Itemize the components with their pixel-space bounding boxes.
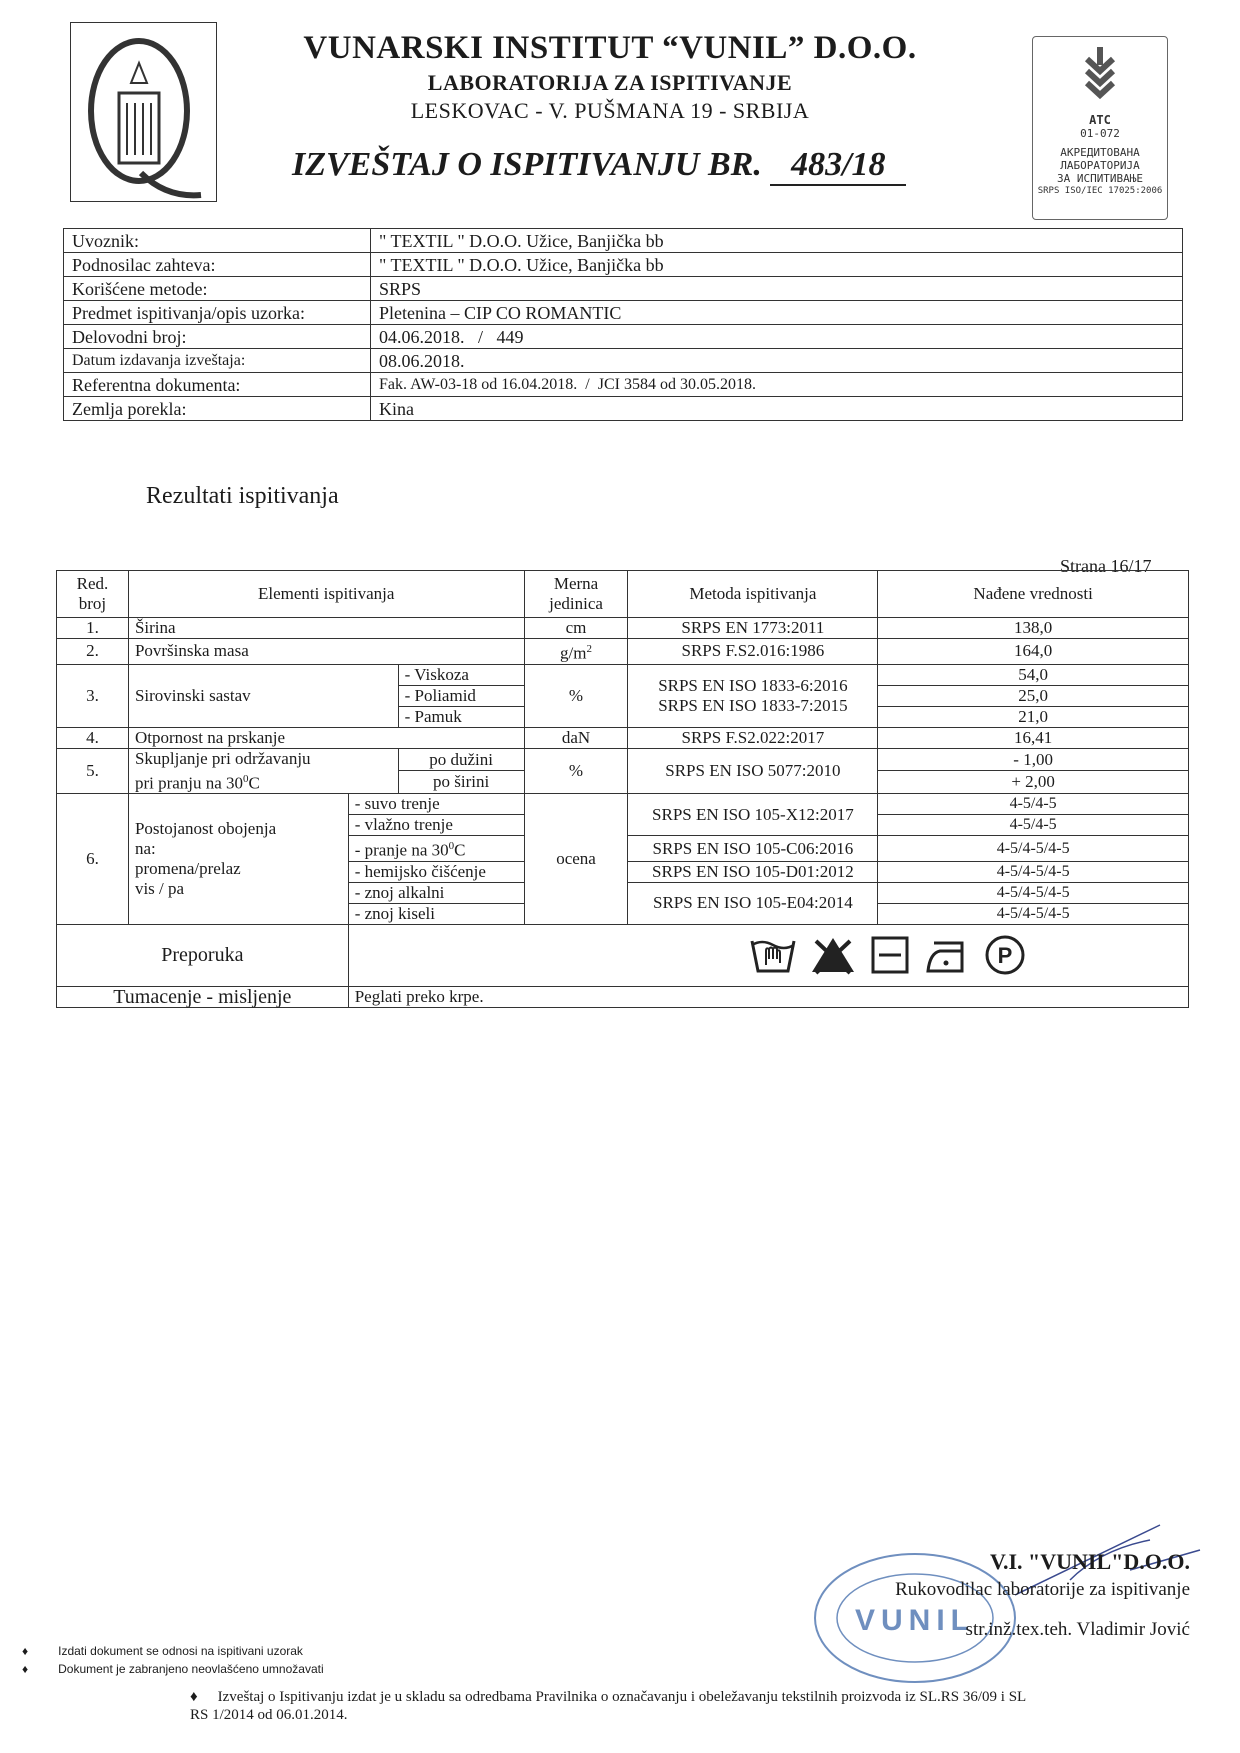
row-method: SRPS EN ISO 1833-6:2016 SRPS EN ISO 1833-7:2015 [628,664,878,727]
institute-logo [70,22,217,202]
row-method: SRPS EN ISO 105-D01:2012 [628,861,878,882]
info-value: " TEXTIL " D.O.O. Užice, Banjička bb [371,229,1183,253]
row-method: SRPS F.S2.022:2017 [628,727,878,748]
row-value: 25,0 [878,685,1189,706]
document-notes [22,1642,324,1678]
row-value: 4-5/4-5/4-5 [878,903,1189,924]
row-value: + 2,00 [878,771,1189,794]
note-item: ♦ Dokument je zabranjeno neovlašćeno umnožavati [22,1660,324,1678]
row-value: 4-5/4-5/4-5 [878,882,1189,903]
table-row [57,748,1189,771]
col-no: Red. broj [57,571,129,618]
info-value: Kina [371,397,1183,421]
info-label: Zemlja porekla: [64,397,371,421]
info-value: Fak. AW-03-18 od 16.04.2018. / JCI 3584 od 30.05.2018. [371,373,1183,397]
row-element: Površinska masa [128,639,524,665]
row-no: 5. [57,748,129,794]
row-unit: ocena [524,794,628,925]
legal-note: ♦ Izveštaj o Ispitivanju izdat je u skladu sa odredbama Pravilnika o označavanju i obeležavanju tekstilnih proizvoda iz SL.RS 36/09 i SL RS 1/2014 od 06.01.2014. [190,1688,1030,1724]
sub-element: - vlažno trenje [348,815,524,836]
row-value: - 1,00 [878,748,1189,771]
report-label: IZVEŠTAJ O ISPITIVANJU BR. [292,146,762,183]
info-row [64,373,1183,397]
row-unit: cm [524,618,628,639]
dry-clean-p-icon [984,934,1026,976]
recommendation-row [57,924,1189,986]
laboratory-name: LABORATORIJA ZA ISPITIVANJE [427,70,793,95]
accreditation-line1: АКРЕДИТОВАНА [1060,146,1140,159]
row-unit: % [524,664,628,727]
wash-30-icon [750,935,796,975]
interpretation-text: Peglati preko krpe. [348,986,1188,1007]
recommendation-label: Preporuka [57,924,349,986]
sub-element: po širini [398,771,524,794]
row-unit: $g/m^2$ [524,639,628,665]
accreditation-standard: SRPS ISO/IEC 17025:2006 [1037,186,1163,196]
table-row [57,639,1189,665]
info-label: Delovodni broj: [64,325,371,349]
info-label: Datum izdavanja izveštaja: [64,349,371,373]
svg-text:P: P [998,943,1013,969]
row-value: 138,0 [878,618,1189,639]
row-method: SRPS EN 1773:2011 [628,618,878,639]
sub-element: - Viskoza [398,664,524,685]
row-method: SRPS EN ISO 5077:2010 [628,748,878,794]
sub-element: po dužini [398,748,524,771]
atc-logo-icon [1075,45,1125,107]
row-value: 4-5/4-5/4-5 [878,836,1189,862]
col-method: Metoda ispitivanja [628,571,878,618]
signature-role: Rukovodilac laboratorije za ispitivanje [895,1579,1190,1600]
results-heading: Rezultati ispitivanja [146,483,339,509]
table-row [57,618,1189,639]
info-row [64,229,1183,253]
iron-icon [924,935,970,975]
institute-name: VUNARSKI INSTITUT “VUNIL” D.O.O. [303,30,917,66]
info-row [64,397,1183,421]
info-label: Korišćene metode: [64,277,371,301]
info-value: 04.06.2018. / 449 [371,325,1183,349]
report-number: 483/18 [770,146,906,186]
sub-element: - Poliamid [398,685,524,706]
row-element: Sirovinski sastav [128,664,398,727]
row-element: Širina [128,618,524,639]
results-table [56,570,1189,1008]
signatory-name: str.inž.tex.teh. Vladimir Jović [965,1619,1190,1640]
table-row [57,794,1189,815]
accreditation-badge [1032,36,1168,220]
stamp-text: VUNIL [855,1604,975,1637]
col-unit: Merna jedinica [524,571,628,618]
col-value: Nađene vrednosti [878,571,1189,618]
info-row [64,253,1183,277]
sample-info-table [63,228,1183,421]
row-value: 4-5/4-5 [878,815,1189,836]
signature-institute: V.I. "VUNIL"D.O.O. [989,1549,1190,1574]
info-label: Referentna dokumenta: [64,373,371,397]
no-bleach-icon [810,935,856,975]
interpretation-row [57,986,1189,1007]
sub-element: - znoj alkalni [348,882,524,903]
row-value: 16,41 [878,727,1189,748]
row-value: 4-5/4-5 [878,794,1189,815]
report-title [292,146,906,186]
info-label: Predmet ispitivanja/opis uzorka: [64,301,371,325]
care-symbols [348,924,1188,986]
table-row [57,664,1189,685]
row-no: 3. [57,664,129,727]
info-row [64,349,1183,373]
accreditation-line3: ЗА ИСПИТИВАЊЕ [1056,172,1144,185]
info-value: " TEXTIL " D.O.O. Užice, Banjička bb [371,253,1183,277]
institute-address: LESKOVAC - V. PUŠMANA 19 - SRBIJA [410,98,810,123]
row-element: Skupljanje pri održavanju pri pranju na $30^0C$ [128,748,398,794]
info-value: 08.06.2018. [371,349,1183,373]
info-row [64,301,1183,325]
row-method: SRPS EN ISO 105-C06:2016 [628,836,878,862]
info-label: Uvoznik: [64,229,371,253]
row-method: SRPS EN ISO 105-E04:2014 [628,882,878,924]
row-unit: daN [524,727,628,748]
col-element: Elementi ispitivanja [128,571,524,618]
sub-element: - suvo trenje [348,794,524,815]
info-label: Podnosilac zahteva: [64,253,371,277]
row-method: SRPS EN ISO 105-X12:2017 [628,794,878,836]
row-no: 2. [57,639,129,665]
atc-code: 01-072 [1080,127,1120,140]
row-unit: % [524,748,628,794]
table-row [57,727,1189,748]
row-element: Otpornost na prskanje [128,727,524,748]
info-row [64,325,1183,349]
tumble-dry-no-icon [870,935,910,975]
row-no: 4. [57,727,129,748]
sub-element: - znoj kiseli [348,903,524,924]
sub-element: - hemijsko čišćenje [348,861,524,882]
atc-label: ATC [1089,113,1111,127]
signature-block [880,1548,1190,1644]
row-element: Postojanost obojenja na: promena/prelaz vis / pa [128,794,348,925]
row-no: 6. [57,794,129,925]
row-value: 164,0 [878,639,1189,665]
info-value: Pletenina – CIP CO ROMANTIC [371,301,1183,325]
row-no: 1. [57,618,129,639]
sub-element: - pranje na $30^0C$ [348,836,524,862]
row-value: 21,0 [878,706,1189,727]
row-value: 54,0 [878,664,1189,685]
interpretation-label: Tumacenje - misljenje [57,986,349,1007]
page-number: Strana 16/17 [1060,556,1152,576]
row-method: SRPS F.S2.016:1986 [628,639,878,665]
sub-element: - Pamuk [398,706,524,727]
table-header [57,571,1189,618]
row-value: 4-5/4-5/4-5 [878,861,1189,882]
info-row [64,277,1183,301]
accreditation-line2: ЛАБОРАТОРИЈА [1060,159,1140,172]
note-item: ♦ Izdati dokument se odnosi na ispitivani uzorak [22,1642,324,1660]
info-value: SRPS [371,277,1183,301]
